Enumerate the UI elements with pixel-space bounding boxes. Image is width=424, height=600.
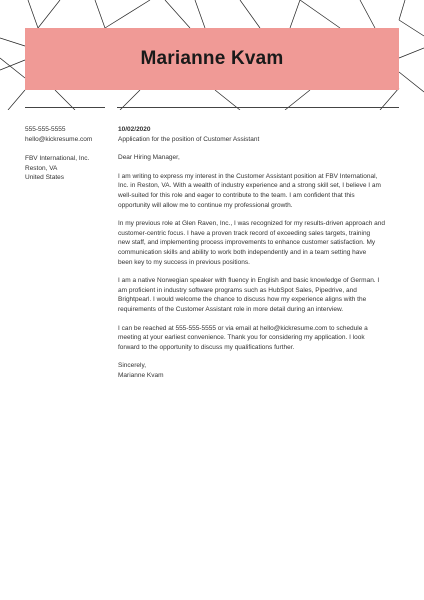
recipient-company: FBV International, Inc.: [25, 155, 90, 163]
salutation: Dear Hiring Manager,: [118, 154, 180, 162]
letter-subject: Application for the position of Customer Assistant: [118, 135, 260, 143]
letter-body: [118, 125, 400, 389]
signature-name: Marianne Kvam: [118, 371, 164, 379]
header-banner: [25, 28, 399, 90]
paragraph-contact: I can be reached at 555-555-5555 or via email at hello@kickresume.com to schedule a meeting at your earliest convenience. Thank you for considering my application. I look forward to the opportunity to discuss my qualifications further.: [118, 324, 368, 351]
recipient-country: United States: [25, 174, 65, 182]
contact-sidebar: [25, 125, 110, 183]
recipient-city: Reston, VA: [25, 164, 58, 172]
paragraph-skills: I am a native Norwegian speaker with fluency in English and basic knowledge of German. I am proficient in industry software programs such as HubSpot Sales, Pipedrive, and Brightpearl. I would welcome the chance to discuss how my experience aligns with the requirements of the Customer Assistant role in more detail during an interview.: [118, 277, 380, 313]
closing-phrase: Sincerely,: [118, 362, 147, 370]
paragraph-experience: In my previous role at Glen Raven, Inc., I was recognized for my results-driven approach and customer-centric focus. I have a proven track record of exceeding sales targets, training new staff, and implementing process improvements to enhance customer satisfaction. My communication skills and ability to work both independently and in a team setting have been key to my success in previous positions.: [118, 220, 385, 266]
content-divider: [117, 107, 399, 108]
paragraph-intro: I am writing to express my interest in the Customer Assistant position at FBV International, Inc. in Reston, VA. With a wealth of industry experience and a strong skill set, I believe I am well-suited for this role and eager to contribute to the team. I am confident that this opportunity will allow me to continue my professional growth.: [118, 172, 381, 209]
email-address[interactable]: hello@kickresume.com: [25, 135, 93, 143]
letter-date: 10/02/2020: [118, 126, 151, 133]
sidebar-divider: [25, 107, 105, 108]
phone-number: 555-555-5555: [25, 126, 66, 133]
applicant-name: Marianne Kvam: [140, 48, 284, 69]
closing: [118, 361, 400, 380]
